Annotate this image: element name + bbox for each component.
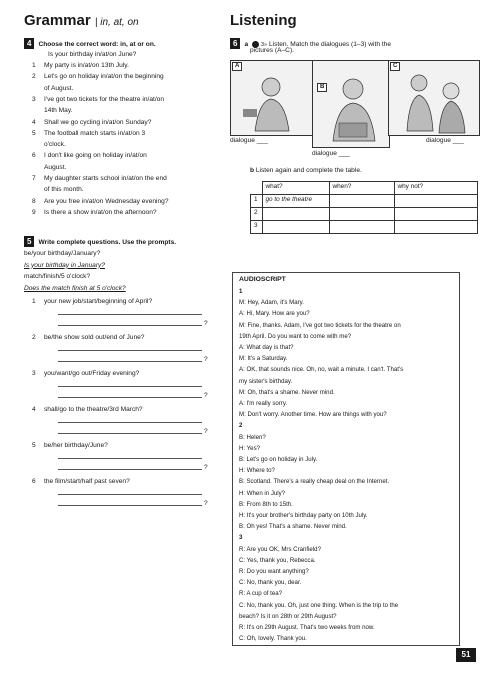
woman-phone-illustration	[231, 61, 313, 135]
ex5-answer-line[interactable]	[58, 397, 202, 398]
picture-a	[230, 60, 314, 136]
audioscript-line: R: Are you OK, Mrs Cranfield?	[239, 545, 321, 553]
ex6-part-a: a	[244, 41, 249, 48]
audioscript-line: B: From 8th to 15th.	[239, 500, 293, 508]
ex4-item-text[interactable]: o'clock.	[44, 141, 66, 149]
grammar-heading	[24, 12, 139, 29]
listening-table	[250, 181, 478, 234]
audioscript-line: M: Hey, Adam, it's Mary.	[239, 299, 304, 307]
ex6-track: 3»	[260, 42, 268, 48]
audioscript-line: M: It's a Saturday.	[239, 355, 288, 363]
ex4-item	[32, 141, 66, 150]
ex5-answer-line[interactable]	[58, 505, 202, 506]
ex5-item-number: 4	[32, 406, 36, 413]
ex4-item-text[interactable]: 14th May.	[44, 107, 73, 115]
table-header-when: when?	[329, 182, 394, 195]
ex5-question-mark: ?	[204, 320, 208, 327]
ex4-item	[32, 152, 147, 161]
ex5-item	[32, 298, 152, 307]
ex5-item-number: 2	[32, 334, 36, 341]
dialogue-c-blank[interactable]: dialogue ___	[426, 137, 464, 144]
table-row-number: 1	[251, 195, 263, 208]
ex5-item	[32, 406, 143, 415]
ex4-item-text[interactable]: August.	[44, 163, 67, 171]
ex5-item-number: 5	[32, 442, 36, 449]
ex4-item	[32, 107, 72, 116]
ex4-item-number: 5	[32, 129, 36, 137]
ex4-item-text[interactable]: My daughter starts school in/at/on the end	[44, 175, 167, 182]
ex5-question-mark: ?	[204, 428, 208, 435]
ex4-item-number: 2	[32, 73, 36, 81]
ex6-b-heading	[250, 167, 362, 176]
audioscript-line: H: When in July?	[239, 489, 286, 497]
ex5-question-mark: ?	[204, 464, 208, 471]
audioscript-line: A: I'm really sorry.	[239, 400, 288, 407]
table-cell-why[interactable]	[394, 208, 478, 221]
ex5-heading	[24, 236, 176, 248]
ex4-item-text[interactable]: Let's go on holiday in/at/on the beginning	[44, 73, 164, 81]
grammar-title: Grammar	[24, 12, 91, 29]
audioscript-line: M: Oh, that's a shame. Never mind.	[239, 388, 335, 396]
table-row-number: 3	[251, 221, 263, 234]
audioscript-line: R: Do you want anything?	[239, 568, 309, 575]
ex4-item-text[interactable]: My party is in/at/on 13th July.	[44, 62, 129, 69]
table-cell-when[interactable]	[329, 195, 394, 208]
audioscript-line: M: Don't worry. Another time. How are things with you?	[239, 411, 387, 419]
audioscript-line: B: Let's go on holiday in July.	[239, 456, 318, 463]
ex4-item-number: 1	[32, 62, 36, 69]
picture-b	[312, 60, 390, 148]
picture-a-label: A	[232, 62, 242, 71]
audioscript-line: C: Oh, lovely. Thank you.	[239, 635, 307, 643]
table-cell-when[interactable]	[329, 208, 394, 221]
ex4-item	[32, 119, 151, 128]
ex5-item-number: 3	[32, 370, 36, 377]
ex4-item	[32, 130, 145, 139]
ex4-item-number: 6	[32, 152, 36, 160]
ex5-item-number: 1	[32, 298, 36, 305]
ex5-item	[32, 442, 108, 451]
ex5-item-number: 6	[32, 478, 36, 485]
ex6-part-b: b	[250, 167, 255, 174]
man-laptop-illustration	[313, 61, 389, 147]
audioscript-dialogue-number: 1	[239, 288, 243, 295]
table-row-number: 2	[251, 208, 263, 221]
table-cell-what[interactable]	[262, 208, 329, 221]
ex4-item	[32, 85, 73, 94]
ex4-number: 4	[24, 38, 34, 49]
ex4-item-text[interactable]: The football match starts in/at/on 3	[44, 129, 146, 137]
audioscript-line: H: Yes?	[239, 444, 261, 452]
page-number: 51	[456, 648, 476, 662]
audioscript-line: B: Oh yes! That's a shame. Never mind.	[239, 523, 347, 531]
audioscript-dialogue-number: 2	[239, 422, 243, 430]
picture-c	[388, 60, 480, 136]
ex4-item	[32, 209, 157, 218]
table-row	[251, 221, 478, 234]
ex5-example-answer: Is your birthday in January?	[24, 261, 105, 269]
audioscript-line: A: What day is that?	[239, 344, 294, 351]
ex5-item	[32, 478, 130, 487]
ex5-item-prompt: be/her birthday/June?	[44, 442, 108, 449]
ex4-example: Is your birthday in/at/on June?	[48, 51, 137, 58]
audioscript-line: R: A cup of tea?	[239, 590, 283, 598]
dialogue-a-blank[interactable]: dialogue ___	[230, 137, 268, 144]
ex4-item-number: 9	[32, 208, 36, 216]
ex4-item-number: 3	[32, 95, 36, 103]
ex5-question-mark: ?	[204, 356, 208, 363]
ex4-item	[32, 73, 164, 82]
ex4-item	[32, 62, 129, 71]
table-cell-what[interactable]: go to the theatre	[262, 195, 329, 208]
ex4-heading	[24, 38, 156, 50]
ex5-answer-line[interactable]	[58, 325, 202, 326]
ex6-instruction-a2: pictures (A–C).	[250, 47, 294, 54]
audioscript-line: R: It's on 29th August. That's two weeks from now.	[239, 624, 375, 631]
ex5-answer-line[interactable]	[58, 433, 202, 434]
table-header-what: what?	[262, 182, 329, 195]
audioscript-line: H: Where to?	[239, 467, 275, 475]
ex5-example-prompt: be/your birthday/January?	[24, 250, 101, 257]
audioscript-line: B: Helen?	[239, 433, 266, 441]
women-tea-illustration	[389, 61, 479, 135]
listening-title: Listening	[230, 12, 297, 29]
ex4-item	[32, 96, 164, 105]
ex5-answer-line[interactable]	[58, 469, 202, 470]
ex5-answer-line[interactable]	[58, 350, 202, 351]
ex5-example-prompt: match/finish/5 o'clock?	[24, 273, 91, 280]
ex5-item-prompt: shall/go to the theatre/3rd March?	[44, 406, 143, 413]
audioscript-line: B: Scotland. There's a really cheap deal on the Internet.	[239, 478, 390, 486]
ex5-answer-line[interactable]	[58, 386, 202, 387]
ex4-instruction: Choose the correct word: in, at or on.	[38, 41, 156, 48]
ex5-question-mark: ?	[204, 392, 208, 399]
ex4-item-text[interactable]: of this month.	[44, 186, 84, 194]
audioscript-line: C: No, thank you, dear.	[239, 579, 302, 587]
ex5-answer-line[interactable]	[58, 361, 202, 362]
ex4-item-number: 4	[32, 118, 36, 126]
table-row	[251, 195, 478, 208]
ex5-answer-line[interactable]	[58, 494, 202, 495]
table-row	[251, 208, 478, 221]
audioscript-line: my sister's birthday.	[239, 377, 293, 385]
table-cell-why[interactable]	[394, 221, 478, 234]
audioscript-dialogue-number: 3	[239, 534, 243, 542]
ex5-item-prompt: the film/start/half past seven?	[44, 478, 130, 485]
table-header-row	[251, 182, 478, 195]
audioscript-line: 19th April. Do you want to come with me?	[239, 332, 352, 340]
audioscript-line: C: Yes, thank you, Rebecca.	[239, 556, 316, 564]
ex4-item-text[interactable]: I've got two tickets for the theatre in/at/on	[44, 95, 165, 103]
ex4-item-text[interactable]: Are you free in/at/on Wednesday evening?	[44, 197, 169, 205]
ex4-item-text[interactable]: of August.	[44, 84, 74, 92]
ex4-item	[32, 164, 66, 173]
ex5-number: 5	[24, 236, 34, 247]
audioscript-box	[232, 272, 460, 646]
grammar-subtitle: | in, at, on	[94, 17, 139, 28]
ex4-item	[32, 175, 167, 184]
table-header-why: why not?	[394, 182, 478, 195]
ex5-answer-line[interactable]	[58, 458, 202, 459]
ex5-answer-line[interactable]	[58, 422, 202, 423]
ex4-item-text[interactable]: Is there a show in/at/on the afternoon?	[44, 208, 157, 216]
ex5-item	[32, 334, 144, 343]
ex4-item-number: 8	[32, 197, 36, 205]
ex6-instruction-a: Listen. Match the dialogues (1–3) with the	[268, 41, 391, 48]
audioscript-line: H: It's your brother's birthday party on 10th July.	[239, 512, 368, 519]
picture-c-label: C	[390, 62, 400, 71]
audioscript-line: M: Fine, thanks. Adam, I've got two tickets for the theatre on	[239, 321, 401, 329]
dialogue-b-blank[interactable]: dialogue ___	[312, 150, 350, 157]
audioscript-line: beach? Is it on 28th or 29th August?	[239, 612, 337, 620]
ex6-number: 6	[230, 38, 240, 49]
ex5-question-mark: ?	[204, 500, 208, 507]
ex5-item-prompt: you/want/go out/Friday evening?	[44, 370, 140, 377]
audioscript-line: A: Hi, Mary. How are you?	[239, 310, 310, 318]
ex4-item	[32, 186, 84, 195]
table-cell-what[interactable]	[262, 221, 329, 234]
ex5-item	[32, 370, 139, 379]
ex4-item-text[interactable]: Shall we go cycling in/at/on Sunday?	[44, 118, 152, 126]
ex5-answer-line[interactable]	[58, 314, 202, 315]
ex5-item-prompt: be/the show sold out/end of June?	[44, 334, 145, 341]
ex5-item-prompt: your new job/start/beginning of April?	[44, 298, 153, 305]
picture-b-label: B	[317, 83, 327, 92]
audioscript-line: C: No, thank you. Oh, just one thing. When is the trip to the	[239, 601, 399, 609]
table-cell-why[interactable]	[394, 195, 478, 208]
ex5-instruction: Write complete questions. Use the prompts.	[38, 239, 177, 246]
ex4-item-text[interactable]: I don't like going on holiday in/at/on	[44, 152, 147, 160]
audioscript-title: AUDIOSCRIPT	[239, 276, 286, 283]
ex6-instruction-b: Listen again and complete the table.	[255, 167, 362, 174]
ex4-item	[32, 198, 169, 207]
table-cell-when[interactable]	[329, 221, 394, 234]
ex4-item-number: 7	[32, 175, 36, 182]
ex5-example-answer: Does the match finish at 5 o'clock?	[24, 284, 126, 292]
audioscript-line: A: OK, that sounds nice. Oh, no, wait a minute. I can't. That's	[239, 366, 404, 374]
